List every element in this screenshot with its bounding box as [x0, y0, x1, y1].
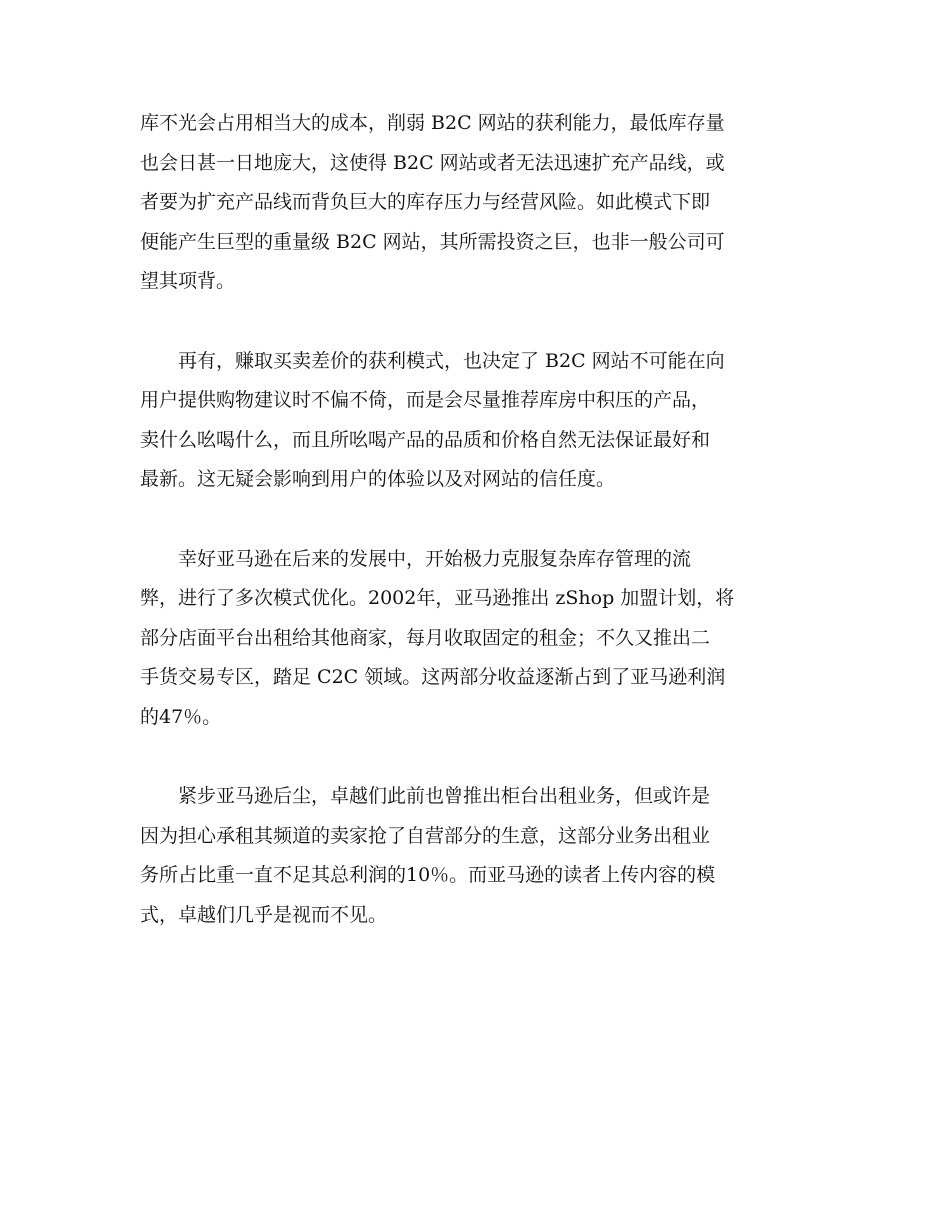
paragraph-line: 的47％。: [140, 705, 222, 728]
paragraph-3: [140, 540, 800, 738]
paragraph-line: 弊，进行了多次模式优化。2002年，亚马逊推出 zShop 加盟计划，将: [140, 587, 735, 609]
paragraph-line: 紧步亚马逊后尘，卓越们此前也曾推出柜台出租业务，但或许是: [178, 785, 711, 807]
paragraph-line: 部分店面平台出租给其他商家，每月收取固定的租金；不久又推出二: [140, 626, 711, 649]
paragraph-line: 手货交易专区，踏足 C2C 领域。这两部分收益逐渐占到了亚马逊利润: [140, 666, 726, 688]
paragraph-line: 幸好亚马逊在后来的发展中，开始极力克服复杂库存管理的流: [178, 547, 692, 570]
paragraph-line: 者要为扩充产品线而背负巨大的库存压力与经营风险。如此模式下即: [140, 191, 711, 213]
paragraph-2: [140, 342, 800, 500]
paragraph-line: 也会日甚一日地庞大，这使得 B2C 网站或者无法迅速扩充产品线，或: [140, 151, 725, 174]
paragraph-line: 望其项背。: [140, 270, 236, 292]
paragraph-line: 再有，赚取买卖差价的获利模式，也决定了 B2C 网站不可能在向: [178, 349, 725, 372]
document-body: [140, 104, 800, 935]
paragraph-line: 最新。这无疑会影响到用户的体验以及对网站的信任度。: [140, 468, 616, 490]
paragraph-line: 便能产生巨型的重量级 B2C 网站，其所需投资之巨，也非一般公司可: [140, 230, 725, 253]
paragraph-line: 因为担心承租其频道的卖家抢了自营部分的生意，这部分业务出租业: [140, 824, 711, 847]
paragraph-line: 式，卓越们几乎是视而不见。: [140, 903, 388, 926]
paragraph-line: 库不光会占用相当大的成本，削弱 B2C 网站的获利能力，最低库存量: [140, 112, 725, 134]
paragraph-line: 务所占比重一直不足其总利润的10％。而亚马逊的读者上传内容的模: [140, 864, 716, 886]
paragraph-line: 卖什么吆喝什么，而且所吆喝产品的品质和价格自然无法保证最好和: [140, 428, 711, 451]
paragraph-line: 用户提供购物建议时不偏不倚，而是会尽量推荐库房中积压的产品，: [140, 389, 711, 411]
paragraph-4: [140, 777, 800, 935]
paragraph-1: [140, 104, 800, 302]
